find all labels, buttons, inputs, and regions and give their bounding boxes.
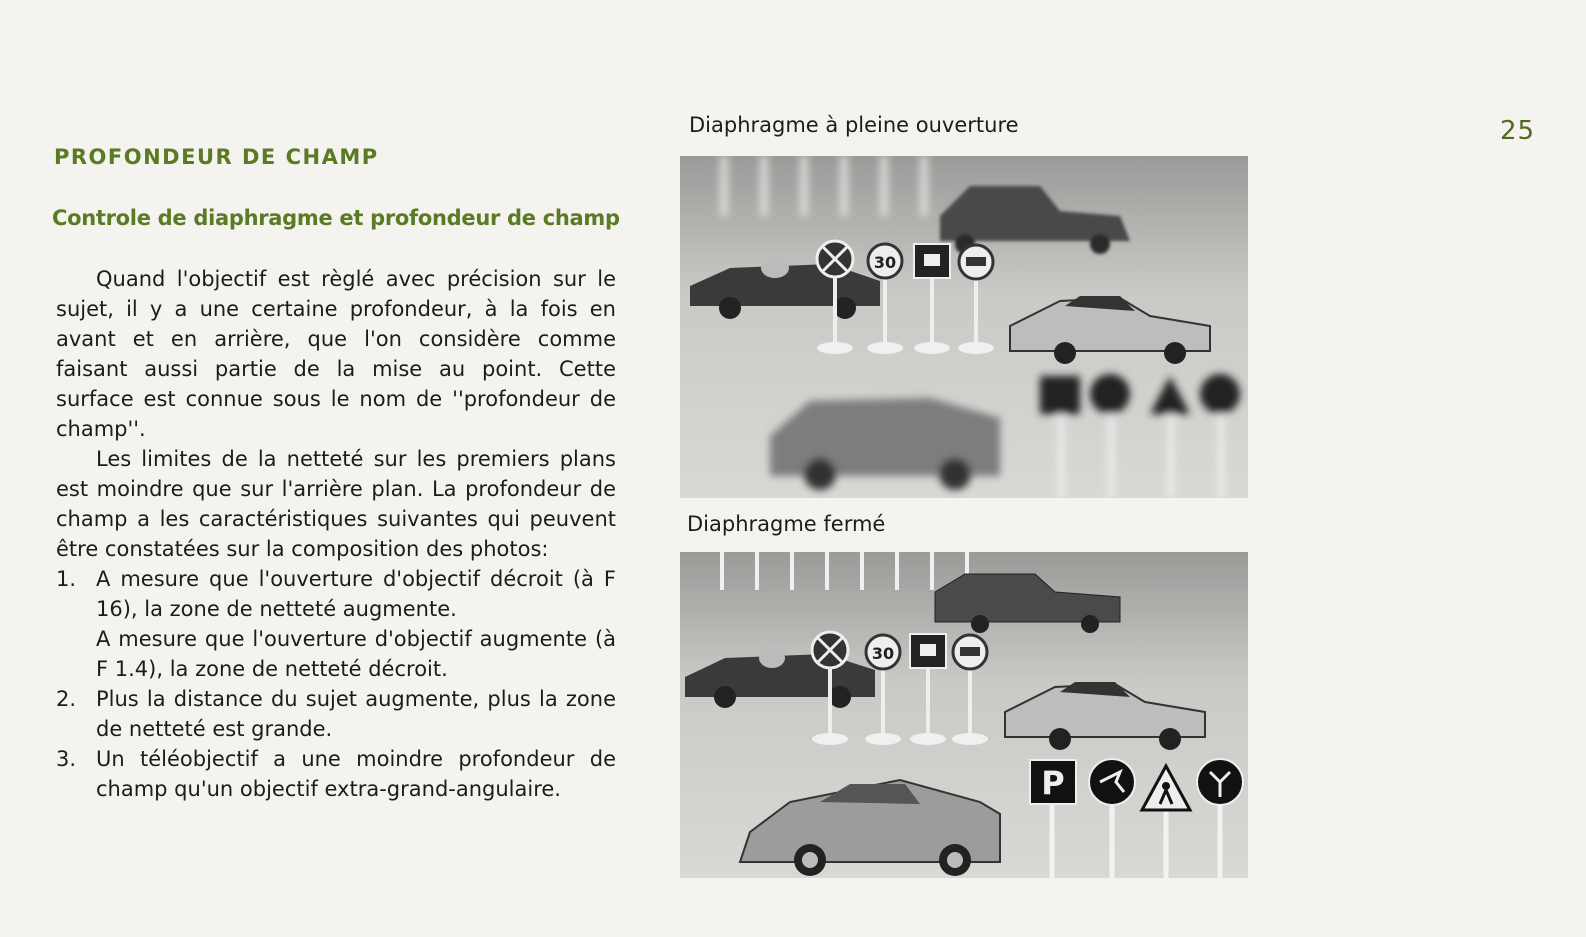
car-back [935, 574, 1120, 633]
car-front-blurred [770, 398, 1000, 490]
paragraph: Les limites de la netteté sur les premiers plans est moindre que sur l'arrière plan. La profondeur de champ a les caractéristiques suivantes qui peuvent être constatées sur la composition des photos: [56, 447, 616, 561]
barrier-posts [720, 552, 969, 590]
signs-front-blurred [1040, 374, 1240, 498]
subtitle: Controle de diaphragme et profondeur de champ [52, 206, 620, 230]
list-text: A mesure que l'ouverture d'objectif décroit (à F 16), la zone de netteté augmente. [96, 567, 616, 621]
list-number: 1. [56, 567, 77, 591]
speed-sign-text: 30 [873, 253, 897, 272]
speed-sign-text: 30 [871, 644, 895, 663]
numbered-list [56, 564, 616, 804]
photo-full-aperture [680, 156, 1248, 498]
list-number: 3. [56, 747, 77, 771]
page-number: 25 [1500, 116, 1536, 146]
list-text: Plus la distance du sujet augmente, plus la zone de netteté est grande. [96, 687, 616, 741]
caption-bottom: Diaphragme fermé [687, 512, 886, 536]
list-item [56, 744, 616, 804]
car-silver [1010, 296, 1210, 364]
parking-sign-text: P [1041, 764, 1065, 802]
car-back [940, 186, 1130, 254]
caption-top: Diaphragme à pleine ouverture [689, 113, 1019, 137]
list-subtext: A mesure que l'ouverture d'objectif augmente (à F 1.4), la zone de netteté décroit. [96, 627, 616, 681]
list-item [56, 684, 616, 744]
list-item [56, 564, 616, 684]
section-title: PROFONDEUR DE CHAMP [54, 145, 379, 169]
list-text: Un téléobjectif a une moindre profondeur de champ qu'un objectif extra-grand-angulaire. [96, 747, 616, 801]
car-front [740, 780, 1000, 876]
photo-closed-aperture [680, 552, 1248, 878]
signs-front [1030, 759, 1243, 878]
paragraph: Quand l'objectif est règlé avec précision sur le sujet, il y a une certaine profondeur, à la fois en avant et en arrière, que l'on considère comme faisant aussi partie de la mise au point. Cette surface est connue sous le nom de ''profondeur de champ''. [56, 267, 616, 441]
list-number: 2. [56, 687, 77, 711]
car-silver [1005, 682, 1205, 750]
body-text [56, 264, 616, 804]
